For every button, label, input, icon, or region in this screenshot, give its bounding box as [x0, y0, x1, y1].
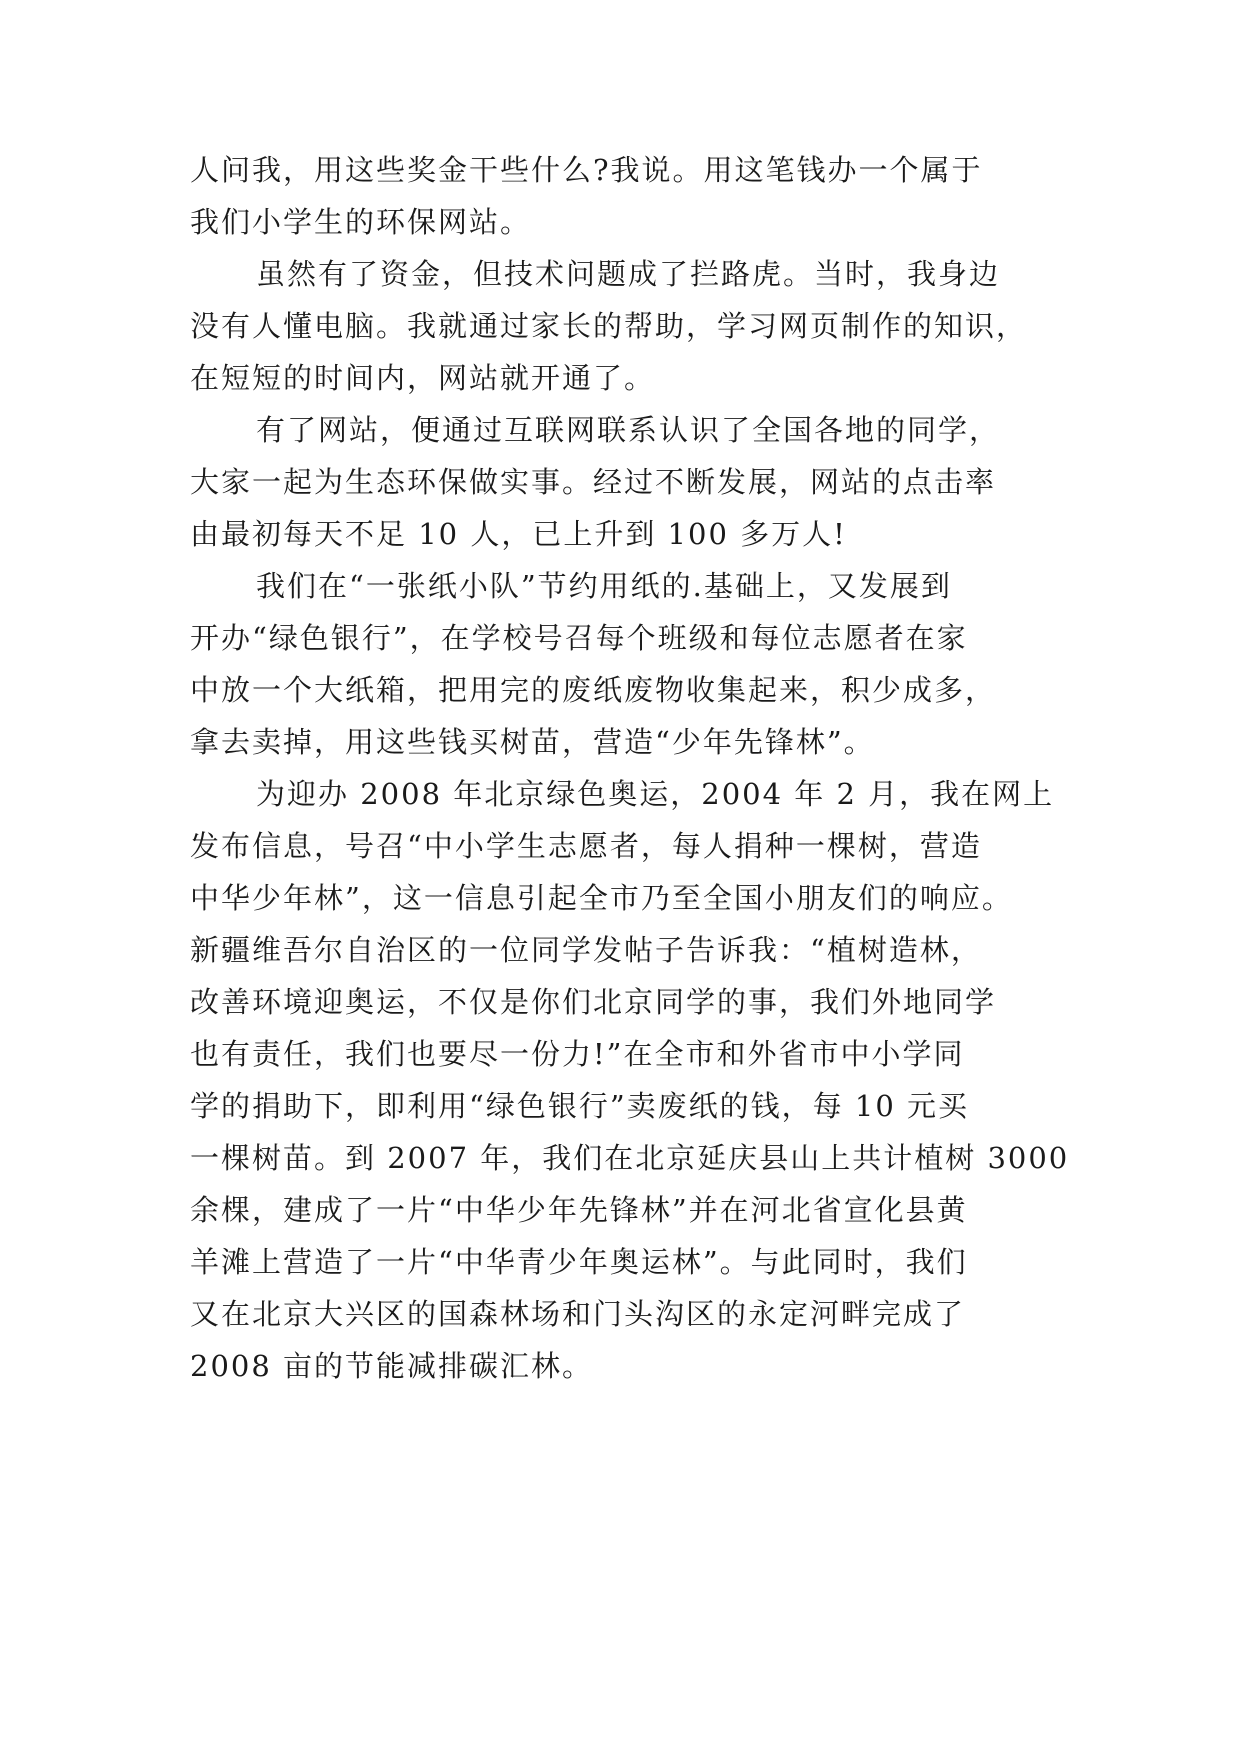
- paragraph-first-line: 虽然有了资金，但技术问题成了拦路虎。当时，我身边: [256, 257, 1001, 291]
- text-line: 余棵，建成了一片“中华少年先锋林”并在河北省宣化县黄: [190, 1193, 968, 1227]
- text-line: 拿去卖掉，用这些钱买树苗，营造“少年先锋林”。: [190, 725, 875, 759]
- text-line: 新疆维吾尔自治区的一位同学发帖子告诉我：“植树造林，: [190, 933, 982, 967]
- text-line: 大家一起为生态环保做实事。经过不断发展，网站的点击率: [190, 465, 997, 499]
- paragraph-first-line: 为迎办 2008 年北京绿色奥运，2004 年 2 月，我在网上: [256, 777, 1055, 811]
- text-line: 也有责任，我们也要尽一份力!”在全市和外省市中小学同: [190, 1037, 965, 1071]
- text-line: 学的捐助下，即利用“绿色银行”卖废纸的钱，每 10 元买: [190, 1089, 969, 1123]
- paragraph-first-line: 我们在“一张纸小队”节约用纸的.基础上，又发展到: [256, 569, 952, 603]
- paragraph-first-line: 有了网站，便通过互联网联系认识了全国各地的同学，: [256, 413, 1001, 447]
- text-line: 发布信息，号召“中小学生志愿者，每人捐种一棵树，营造: [190, 829, 982, 863]
- text-line: 没有人懂电脑。我就通过家长的帮助，学习网页制作的知识，: [190, 309, 1028, 343]
- text-line: 又在北京大兴区的国森林场和门头沟区的永定河畔完成了: [190, 1297, 966, 1331]
- text-line: 由最初每天不足 10 人，已上升到 100 多万人!: [190, 517, 847, 551]
- text-line: 人问我，用这些奖金干些什么?我说。用这笔钱办一个属于: [190, 153, 983, 187]
- text-line: 开办“绿色银行”，在学校号召每个班级和每位志愿者在家: [190, 621, 968, 655]
- text-line: 中放一个大纸箱，把用完的废纸废物收集起来，积少成多，: [190, 673, 997, 707]
- text-line: 2008 亩的节能减排碳汇林。: [190, 1349, 594, 1383]
- text-line: 改善环境迎奥运，不仅是你们北京同学的事，我们外地同学: [190, 985, 997, 1019]
- text-line: 在短短的时间内，网站就开通了。: [190, 361, 656, 395]
- text-line: 一棵树苗。到 2007 年，我们在北京延庆县山上共计植树 3000: [190, 1141, 1070, 1175]
- text-line: 羊滩上营造了一片“中华青少年奥运林”。与此同时，我们: [190, 1245, 968, 1279]
- text-line: 中华少年林”，这一信息引起全市乃至全国小朋友们的响应。: [190, 881, 1013, 915]
- text-line: 我们小学生的环保网站。: [190, 205, 532, 239]
